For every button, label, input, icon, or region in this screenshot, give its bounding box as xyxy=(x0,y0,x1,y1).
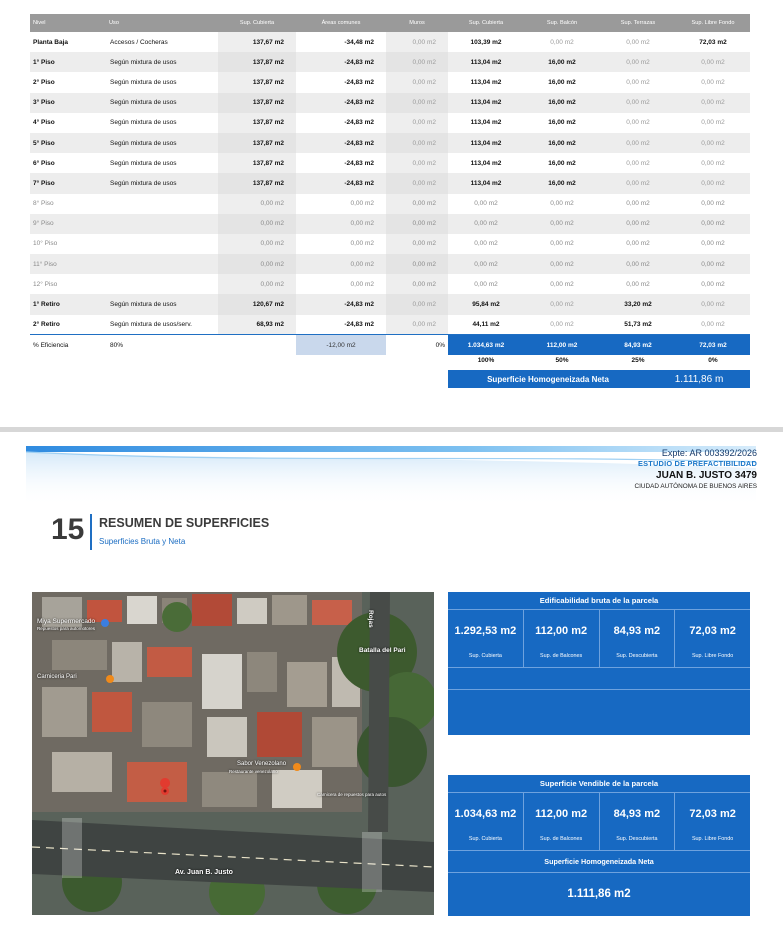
pct-terrazas: 25% xyxy=(600,355,676,367)
row-sup-cubierta-neta: 0,00 m2 xyxy=(448,194,524,214)
row-uso: Accesos / Cocheras xyxy=(106,32,218,52)
row-terrazas: 33,20 m2 xyxy=(600,294,676,314)
row-sup-cubierta-neta: 0,00 m2 xyxy=(448,234,524,254)
row-libre-fondo: 0,00 m2 xyxy=(676,315,750,335)
row-balcon: 0,00 m2 xyxy=(524,214,600,234)
efficiency-row xyxy=(30,335,750,355)
vendible-cell-libre-fondo xyxy=(675,793,750,850)
col-nivel: Nivel xyxy=(30,14,106,32)
row-libre-fondo: 0,00 m2 xyxy=(676,254,750,274)
row-muros: 0,00 m2 xyxy=(386,194,448,214)
row-sup-cubierta: 137,87 m2 xyxy=(218,153,296,173)
row-areas-comunes: -24,83 m2 xyxy=(296,113,386,133)
row-sup-cubierta-neta: 44,11 m2 xyxy=(448,315,524,335)
row-sup-cubierta-neta: 0,00 m2 xyxy=(448,214,524,234)
row-sup-cubierta: 0,00 m2 xyxy=(218,274,296,294)
row-balcon: 0,00 m2 xyxy=(524,254,600,274)
row-libre-fondo: 0,00 m2 xyxy=(676,153,750,173)
row-libre-fondo: 0,00 m2 xyxy=(676,113,750,133)
row-sup-cubierta-neta: 113,04 m2 xyxy=(448,93,524,113)
efficiency-empty xyxy=(218,335,296,355)
section-subtitle: Superficies Bruta y Neta xyxy=(99,537,186,546)
col-uso: Uso xyxy=(106,14,218,32)
bruta-value: 1.292,53 m2 xyxy=(454,625,517,637)
row-sup-cubierta: 137,87 m2 xyxy=(218,113,296,133)
bruta-cell-descubierta xyxy=(600,610,676,667)
row-nivel: 9° Piso xyxy=(30,214,106,234)
row-sup-cubierta-neta: 103,39 m2 xyxy=(448,32,524,52)
aerial-map xyxy=(32,592,434,915)
map-label-carniceria: Carniceria Pari xyxy=(37,674,77,680)
table-row xyxy=(30,173,750,193)
row-libre-fondo: 0,00 m2 xyxy=(676,173,750,193)
row-areas-comunes: 0,00 m2 xyxy=(296,194,386,214)
row-terrazas: 0,00 m2 xyxy=(600,113,676,133)
section-number: 15 xyxy=(51,513,85,546)
col-sup-libre-fondo: Sup. Libre Fondo xyxy=(676,14,750,32)
table-row xyxy=(30,294,750,314)
row-libre-fondo: 0,00 m2 xyxy=(676,93,750,113)
vendible-label: Sup. Descubierta xyxy=(616,836,658,842)
total-balcon: 112,00 m2 xyxy=(524,335,600,355)
table-row xyxy=(30,194,750,214)
table-row xyxy=(30,234,750,254)
col-muros: Muros xyxy=(386,14,448,32)
section-title: RESUMEN DE SUPERFICIES xyxy=(99,516,270,530)
row-balcon: 16,00 m2 xyxy=(524,93,600,113)
map-label-miya-sub: Repuestos para automotores xyxy=(37,626,96,631)
row-uso: Según mixtura de usos/serv. xyxy=(106,315,218,335)
row-terrazas: 0,00 m2 xyxy=(600,214,676,234)
study-type: ESTUDIO DE PREFACTIBILIDAD xyxy=(638,459,757,469)
page-divider xyxy=(0,427,783,432)
row-uso: Según mixtura de usos xyxy=(106,72,218,92)
vendible-cell-descubierta xyxy=(600,793,676,850)
row-terrazas: 0,00 m2 xyxy=(600,173,676,193)
row-nivel: 10° Piso xyxy=(30,234,106,254)
row-sup-cubierta: 137,87 m2 xyxy=(218,173,296,193)
row-uso: Según mixtura de usos xyxy=(106,133,218,153)
bruta-value: 72,03 m2 xyxy=(689,625,736,637)
vendible-label: Sup. Cubierta xyxy=(468,836,502,842)
row-muros: 0,00 m2 xyxy=(386,214,448,234)
vendible-cell-balcones xyxy=(524,793,600,850)
row-libre-fondo: 0,00 m2 xyxy=(676,52,750,72)
row-nivel: 6° Piso xyxy=(30,153,106,173)
row-sup-cubierta: 137,87 m2 xyxy=(218,52,296,72)
row-muros: 0,00 m2 xyxy=(386,133,448,153)
pct-sup-cubierta: 100% xyxy=(448,355,524,367)
bruta-value: 112,00 m2 xyxy=(535,625,588,637)
row-nivel: 2° Piso xyxy=(30,72,106,92)
row-libre-fondo: 0,00 m2 xyxy=(676,194,750,214)
project-city: CIUDAD AUTÓNOMA DE BUENOS AIRES xyxy=(634,482,757,490)
row-sup-cubierta-neta: 113,04 m2 xyxy=(448,173,524,193)
expediente-number: Expte: AR 003392/2026 xyxy=(661,448,757,458)
table-row xyxy=(30,32,750,52)
efficiency-label: % Eficiencia xyxy=(30,335,106,355)
table-row xyxy=(30,133,750,153)
bruta-cell-libre-fondo xyxy=(675,610,750,667)
row-areas-comunes: 0,00 m2 xyxy=(296,254,386,274)
row-terrazas: 0,00 m2 xyxy=(600,274,676,294)
neta-summary-label: Superficie Homogeneizada Neta xyxy=(487,374,609,384)
row-muros: 0,00 m2 xyxy=(386,173,448,193)
row-muros: 0,00 m2 xyxy=(386,93,448,113)
row-areas-comunes: 0,00 m2 xyxy=(296,214,386,234)
table-row xyxy=(30,72,750,92)
col-sup-terrazas: Sup. Terrazas xyxy=(600,14,676,32)
row-libre-fondo: 0,00 m2 xyxy=(676,214,750,234)
vendible-neta-value: 1.111,86 m2 xyxy=(567,888,631,900)
row-libre-fondo: 0,00 m2 xyxy=(676,294,750,314)
row-balcon: 16,00 m2 xyxy=(524,113,600,133)
row-nivel: Planta Baja xyxy=(30,32,106,52)
efficiency-value: 80% xyxy=(106,335,218,355)
row-balcon: 0,00 m2 xyxy=(524,274,600,294)
row-uso xyxy=(106,214,218,234)
col-sup-balcon: Sup. Balcón xyxy=(524,14,600,32)
row-sup-cubierta-neta: 113,04 m2 xyxy=(448,72,524,92)
row-muros: 0,00 m2 xyxy=(386,234,448,254)
row-muros: 0,00 m2 xyxy=(386,113,448,133)
bruta-cell-balcones xyxy=(524,610,600,667)
row-nivel: 11° Piso xyxy=(30,254,106,274)
vendible-label: Sup. de Balcones xyxy=(539,836,583,842)
row-areas-comunes: 0,00 m2 xyxy=(296,234,386,254)
row-areas-comunes: -24,83 m2 xyxy=(296,315,386,335)
row-sup-cubierta: 120,67 m2 xyxy=(218,294,296,314)
row-terrazas: 0,00 m2 xyxy=(600,133,676,153)
row-muros: 0,00 m2 xyxy=(386,274,448,294)
row-uso: Según mixtura de usos xyxy=(106,93,218,113)
row-sup-cubierta-neta: 113,04 m2 xyxy=(448,133,524,153)
row-muros: 0,00 m2 xyxy=(386,32,448,52)
row-areas-comunes: -24,83 m2 xyxy=(296,93,386,113)
row-areas-comunes: -24,83 m2 xyxy=(296,72,386,92)
bruta-empty-row xyxy=(448,668,750,690)
row-muros: 0,00 m2 xyxy=(386,72,448,92)
row-terrazas: 51,73 m2 xyxy=(600,315,676,335)
surfaces-table xyxy=(30,14,750,367)
row-nivel: 1° Piso xyxy=(30,52,106,72)
vendible-title: Superficie Vendible de la parcela xyxy=(448,775,750,793)
bruta-summary-box xyxy=(448,592,750,735)
table-row xyxy=(30,153,750,173)
vendible-value: 112,00 m2 xyxy=(535,808,588,820)
table-row xyxy=(30,274,750,294)
efficiency-muros: 0% xyxy=(386,335,448,355)
row-balcon: 16,00 m2 xyxy=(524,173,600,193)
map-label-restaurant: Sabor Venezolano xyxy=(237,761,287,767)
row-nivel: 12° Piso xyxy=(30,274,106,294)
row-areas-comunes: -24,83 m2 xyxy=(296,133,386,153)
table-row xyxy=(30,52,750,72)
row-libre-fondo: 0,00 m2 xyxy=(676,72,750,92)
map-label-batalla: Batalla del Pari xyxy=(359,647,406,654)
row-areas-comunes: -24,83 m2 xyxy=(296,173,386,193)
map-label-rojas: Rojas xyxy=(367,610,374,628)
row-muros: 0,00 m2 xyxy=(386,254,448,274)
row-areas-comunes: -24,83 m2 xyxy=(296,294,386,314)
row-uso xyxy=(106,274,218,294)
row-uso xyxy=(106,234,218,254)
bruta-cell-cubierta xyxy=(448,610,524,667)
table-row xyxy=(30,214,750,234)
row-balcon: 16,00 m2 xyxy=(524,72,600,92)
total-sup-cubierta: 1.034,63 m2 xyxy=(448,335,524,355)
row-sup-cubierta: 68,93 m2 xyxy=(218,315,296,335)
row-terrazas: 0,00 m2 xyxy=(600,234,676,254)
row-sup-cubierta: 0,00 m2 xyxy=(218,254,296,274)
row-areas-comunes: -34,48 m2 xyxy=(296,32,386,52)
bruta-value: 84,93 m2 xyxy=(613,625,661,637)
row-terrazas: 0,00 m2 xyxy=(600,254,676,274)
row-areas-comunes: 0,00 m2 xyxy=(296,274,386,294)
row-sup-cubierta: 0,00 m2 xyxy=(218,214,296,234)
row-sup-cubierta-neta: 113,04 m2 xyxy=(448,52,524,72)
row-sup-cubierta: 137,87 m2 xyxy=(218,133,296,153)
row-uso xyxy=(106,254,218,274)
aerial-map-image xyxy=(32,592,434,915)
row-muros: 0,00 m2 xyxy=(386,153,448,173)
row-sup-cubierta-neta: 0,00 m2 xyxy=(448,254,524,274)
row-muros: 0,00 m2 xyxy=(386,52,448,72)
section-divider xyxy=(90,514,92,550)
map-label-restaurant-sub: Restaurante venezolano xyxy=(229,769,278,774)
row-libre-fondo: 72,03 m2 xyxy=(676,32,750,52)
row-balcon: 16,00 m2 xyxy=(524,153,600,173)
row-terrazas: 0,00 m2 xyxy=(600,153,676,173)
row-uso xyxy=(106,194,218,214)
map-label-repuestos: Carnicera de repuestos para autos xyxy=(317,792,387,797)
table-row xyxy=(30,93,750,113)
row-terrazas: 0,00 m2 xyxy=(600,93,676,113)
col-sup-cubierta: Sup. Cubierta xyxy=(218,14,296,32)
row-balcon: 16,00 m2 xyxy=(524,133,600,153)
vendible-value: 1.034,63 m2 xyxy=(454,808,517,820)
row-muros: 0,00 m2 xyxy=(386,294,448,314)
row-terrazas: 0,00 m2 xyxy=(600,194,676,214)
row-sup-cubierta: 137,87 m2 xyxy=(218,93,296,113)
project-header xyxy=(634,447,757,491)
row-sup-cubierta-neta: 113,04 m2 xyxy=(448,113,524,133)
row-balcon: 0,00 m2 xyxy=(524,294,600,314)
bruta-title: Edificabilidad bruta de la parcela xyxy=(448,592,750,610)
row-balcon: 16,00 m2 xyxy=(524,52,600,72)
map-label-avenue: Av. Juan B. Justo xyxy=(175,869,233,876)
row-sup-cubierta: 137,67 m2 xyxy=(218,32,296,52)
row-nivel: 8° Piso xyxy=(30,194,106,214)
row-uso: Según mixtura de usos xyxy=(106,153,218,173)
neta-summary-bar xyxy=(448,370,750,388)
row-nivel: 3° Piso xyxy=(30,93,106,113)
total-terrazas: 84,93 m2 xyxy=(600,335,676,355)
row-balcon: 0,00 m2 xyxy=(524,315,600,335)
bruta-label: Sup. Cubierta xyxy=(468,653,502,659)
row-balcon: 0,00 m2 xyxy=(524,194,600,214)
map-label-miya: Miya Supermercado xyxy=(37,618,96,625)
row-areas-comunes: -24,83 m2 xyxy=(296,52,386,72)
row-sup-cubierta: 0,00 m2 xyxy=(218,234,296,254)
pct-libre-fondo: 0% xyxy=(676,355,750,367)
table-row xyxy=(30,254,750,274)
row-sup-cubierta: 137,87 m2 xyxy=(218,72,296,92)
row-libre-fondo: 0,00 m2 xyxy=(676,234,750,254)
row-sup-cubierta-neta: 95,84 m2 xyxy=(448,294,524,314)
table-header xyxy=(30,14,750,32)
row-sup-cubierta: 0,00 m2 xyxy=(218,194,296,214)
col-areas-comunes: Áreas comunes xyxy=(296,14,386,32)
project-address: JUAN B. JUSTO 3479 xyxy=(656,470,757,482)
vendible-cell-cubierta xyxy=(448,793,524,850)
row-areas-comunes: -24,83 m2 xyxy=(296,153,386,173)
vendible-summary-box xyxy=(448,775,750,916)
row-sup-cubierta-neta: 113,04 m2 xyxy=(448,153,524,173)
table-row xyxy=(30,113,750,133)
row-nivel: 5° Piso xyxy=(30,133,106,153)
row-sup-cubierta-neta: 0,00 m2 xyxy=(448,274,524,294)
row-nivel: 7° Piso xyxy=(30,173,106,193)
percentage-row xyxy=(30,355,750,367)
row-uso: Según mixtura de usos xyxy=(106,113,218,133)
col-sup-cubierta-neta: Sup. Cubierta xyxy=(448,14,524,32)
vendible-neta-label: Superficie Homogeneizada Neta xyxy=(448,851,750,873)
bruta-label: Sup. Descubierta xyxy=(616,653,658,659)
table-row xyxy=(30,315,750,335)
row-nivel: 2° Retiro xyxy=(30,315,106,335)
pct-balcon: 50% xyxy=(524,355,600,367)
row-uso: Según mixtura de usos xyxy=(106,52,218,72)
efficiency-areas: -12,00 m2 xyxy=(296,335,386,355)
row-libre-fondo: 0,00 m2 xyxy=(676,274,750,294)
total-libre-fondo: 72,03 m2 xyxy=(676,335,750,355)
neta-summary-value: 1.111,86 m xyxy=(674,373,724,385)
row-libre-fondo: 0,00 m2 xyxy=(676,133,750,153)
vendible-label: Sup. Libre Fondo xyxy=(691,836,734,842)
row-uso: Según mixtura de usos xyxy=(106,294,218,314)
bruta-label: Sup. de Balcones xyxy=(539,653,583,659)
row-muros: 0,00 m2 xyxy=(386,315,448,335)
row-balcon: 0,00 m2 xyxy=(524,32,600,52)
row-balcon: 0,00 m2 xyxy=(524,234,600,254)
row-nivel: 4° Piso xyxy=(30,113,106,133)
row-uso: Según mixtura de usos xyxy=(106,173,218,193)
row-nivel: 1° Retiro xyxy=(30,294,106,314)
row-terrazas: 0,00 m2 xyxy=(600,32,676,52)
row-terrazas: 0,00 m2 xyxy=(600,72,676,92)
vendible-value: 72,03 m2 xyxy=(689,808,736,820)
vendible-value: 84,93 m2 xyxy=(613,808,661,820)
row-terrazas: 0,00 m2 xyxy=(600,52,676,72)
bruta-label: Sup. Libre Fondo xyxy=(691,653,734,659)
